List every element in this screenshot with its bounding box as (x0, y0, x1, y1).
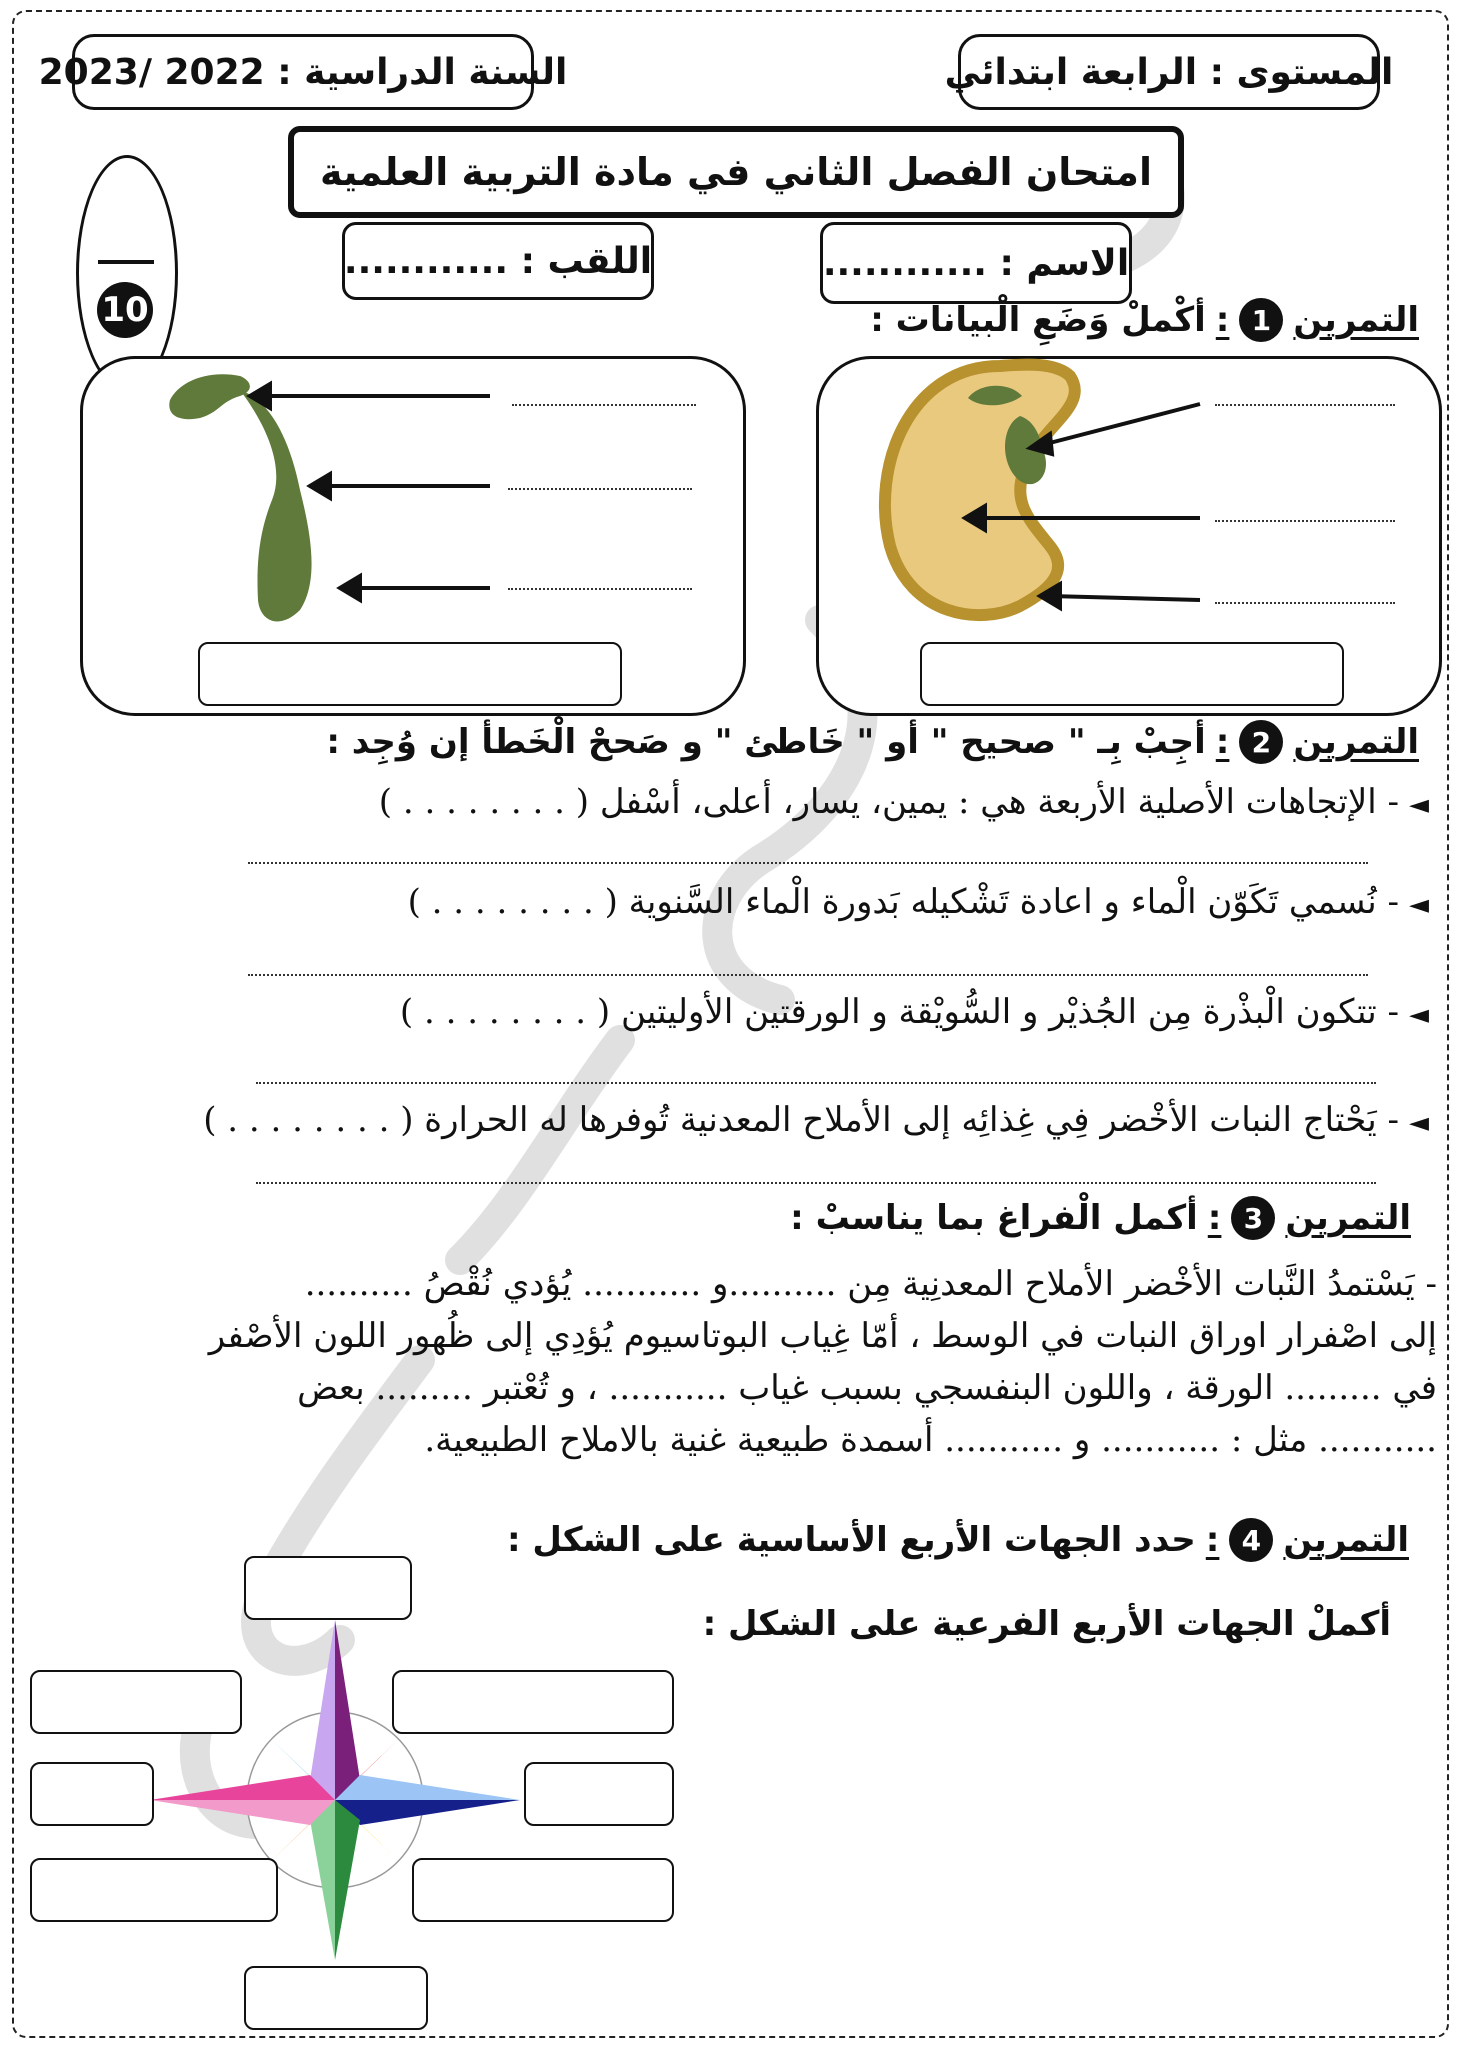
seedling-label-line-3[interactable] (508, 588, 692, 590)
bullet-icon: ◄ (1409, 890, 1429, 920)
tf-statement-4 (203, 1098, 1429, 1145)
seedling-label-line-1[interactable] (512, 404, 696, 406)
fill-in-paragraph (24, 1258, 1437, 1466)
seedling-stem-body (240, 390, 312, 621)
school-year-label: السنة الدراسية : 2022 /2023 (72, 34, 534, 110)
seedling-label-line-2[interactable] (508, 488, 692, 490)
tf-correction-line-3[interactable] (256, 1082, 1376, 1084)
surname-field[interactable]: اللقب : ............ (342, 222, 654, 300)
seedling-illustration (160, 360, 720, 640)
compass-northeast-box[interactable] (392, 1670, 674, 1734)
exercise-3-colon: : (1207, 1198, 1222, 1238)
exercise-3-word: التمرين (1285, 1198, 1411, 1238)
bean-label-line-3[interactable] (1215, 602, 1395, 604)
exercise-3-number: 3 (1231, 1196, 1275, 1240)
score-total-badge: 10 (97, 282, 153, 338)
fill-in-line-2: إلى اصْفرار اوراق النبات في الوسط ، أمّا غِياب البوتاسيوم يُؤدِي إلى ظُهور اللون الأصْفر (208, 1316, 1437, 1356)
tf-statement-3 (400, 990, 1429, 1037)
bean-name-answer-box[interactable] (920, 642, 1344, 706)
exercise-4-instruction: حدد الجهات الأربع الأساسية على الشكل : (506, 1520, 1196, 1560)
score-divider (98, 260, 154, 264)
exercise-2-word: التمرين (1293, 722, 1419, 762)
tf-correction-line-1[interactable] (248, 862, 1368, 864)
exercise-4-instruction-2-text: أكملْ الجهات الأربع الفرعية على الشكل : (702, 1604, 1391, 1644)
compass-northwest-box[interactable] (30, 1670, 242, 1734)
compass-east-box[interactable] (524, 1762, 674, 1826)
exercise-4-word: التمرين (1283, 1520, 1409, 1560)
bullet-icon: ◄ (1409, 790, 1429, 820)
exercise-2-instruction: أجِبْ بِـ " صحيح " أو " خَاطئ " و صَححْ الْخَطأ إن وُجِد : (326, 722, 1206, 762)
bean-label-line-1[interactable] (1215, 404, 1395, 406)
bullet-icon: ◄ (1409, 1108, 1429, 1138)
exercise-1-colon: : (1215, 300, 1230, 340)
tf-statement-1-text: - الإتجاهات الأصلية الأربعة هي : يمين، يسار، أعلى، أسْفل ( . . . . . . . . ) (378, 782, 1399, 822)
exercise-3-heading (790, 1196, 1411, 1240)
exercise-4-heading (507, 1518, 1409, 1562)
compass-southeast-box[interactable] (412, 1858, 674, 1922)
fill-in-line-1: - يَسْتمدُ النَّبات الأخْضر الأملاح المعدنِية مِن ..........و ........... يُؤدي نُقْصُ .......... (304, 1264, 1437, 1304)
compass-west-box[interactable] (30, 1762, 154, 1826)
tf-correction-line-2[interactable] (248, 974, 1368, 976)
exercise-4-number: 4 (1229, 1518, 1273, 1562)
exercise-1-word: التمرين (1293, 300, 1419, 340)
tf-correction-line-4[interactable] (256, 1182, 1376, 1184)
fill-in-line-4: ........... مثل : ........... و ........... أسمدة طبيعية غنية بالاملاح الطبيعية. (424, 1420, 1437, 1460)
seedling-leaves (169, 374, 250, 419)
level-label: المستوى : الرابعة ابتدائي (958, 34, 1380, 110)
exercise-4-colon: : (1205, 1520, 1220, 1560)
exercise-1-instruction: أكْملْ وَضَعِ الْبيانات : (870, 300, 1206, 340)
exercise-2-heading (326, 720, 1419, 764)
fill-in-line-3: في ......... الورقة ، واللون البنفسجي بسبب غياب ........... ، و تُعْتبر ......... بعض (297, 1368, 1437, 1408)
tf-statement-2 (408, 880, 1429, 927)
tf-statement-3-text: - تتكون الْبذْرة مِن الجُذيْر و السُّويْقة و الورقتين الأوليتين ( . . . . . . . . ) (399, 992, 1399, 1032)
exam-title: امتحان الفصل الثاني في مادة التربية العلمية (288, 126, 1184, 218)
tf-statement-1 (379, 780, 1429, 827)
bullet-icon: ◄ (1409, 1000, 1429, 1030)
exercise-1-number: 1 (1239, 298, 1283, 342)
tf-statement-4-text: - يَحْتاج النبات الأخْضر فِي غِذائِه إلى الأملاح المعدنية تُوفرها له الحرارة ( . . . . . . . . ) (203, 1100, 1399, 1140)
exercise-2-number: 2 (1239, 720, 1283, 764)
exercise-1-heading (870, 298, 1419, 342)
tf-statement-2-text: - نُسمي تَكَوّن الْماء و اعادة تَشْكيله بَدورة الْماء السَّنوية ( . . . . . . . . ) (407, 882, 1399, 922)
seedling-name-answer-box[interactable] (198, 642, 622, 706)
compass-north-box[interactable] (244, 1556, 412, 1620)
name-field[interactable]: الاسم : ............ (820, 222, 1132, 304)
exercise-2-colon: : (1215, 722, 1230, 762)
exercise-4-instruction-2 (703, 1604, 1391, 1644)
compass-south-box[interactable] (244, 1966, 428, 2030)
compass-southwest-box[interactable] (30, 1858, 278, 1922)
bean-label-line-2[interactable] (1215, 520, 1395, 522)
exercise-3-instruction: أكمل الْفراغ بما يناسبْ : (790, 1198, 1198, 1238)
bean-seed-illustration (850, 356, 1430, 656)
